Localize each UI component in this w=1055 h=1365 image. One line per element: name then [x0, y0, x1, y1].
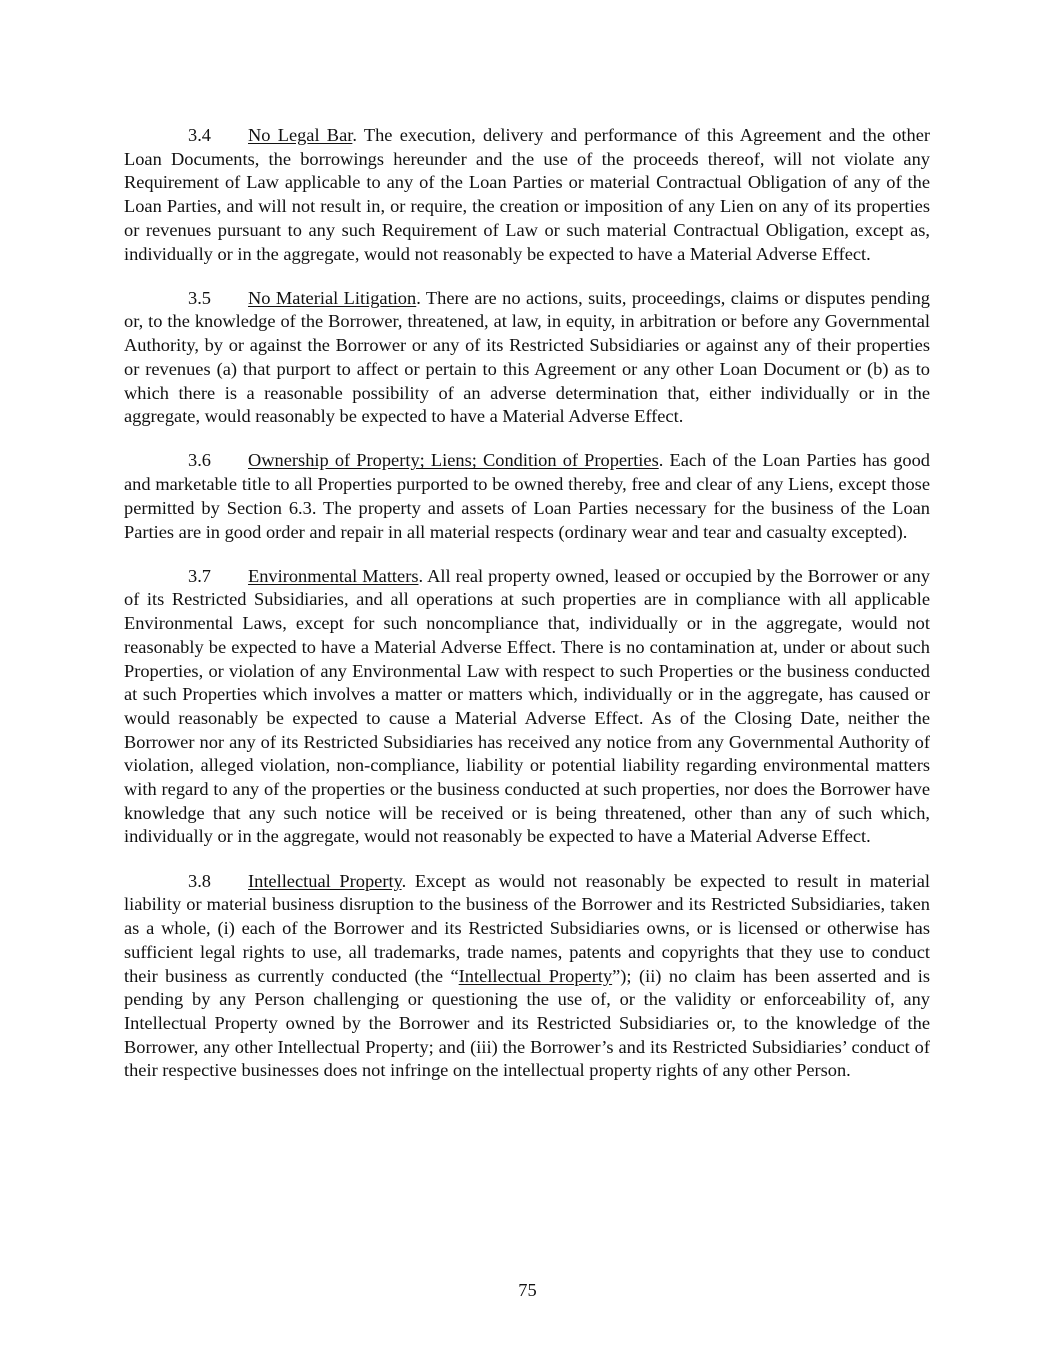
section-heading: Environmental Matters: [248, 565, 419, 586]
section-heading: Ownership of Property; Liens; Condition of Properties: [248, 450, 659, 471]
section-number: 3.8: [188, 870, 211, 891]
section-body: . The execution, delivery and performance of this Agreement and the other Loan Documents, the borrowings hereunder and the use of the proceeds thereof, will not violate any Requirement of Law applicable to any of the Loan Parties or material Contractual Obligation of any of the Loan Parties, and will not result in, or require, the creation or imposition of any Lien on any of its properties or revenues pursuant to any such Requirement of Law or such material Contractual Obligation, except as, individually or in the aggregate, would not reasonably be expected to have a Material Adverse Effect.: [124, 125, 931, 264]
section-body: . Each of the Loan Parties has good and marketable title to all Properties purported to be owned thereby, free and clear of any Liens, except those permitted by Section 6.3. The property and assets of Loan Parties necessary for the business of the Loan Parties are in good order and repair in all material respects (ordinary wear and tear and casualty excepted).: [124, 450, 930, 542]
section-3-6: [124, 449, 930, 544]
section-3-7: [124, 565, 930, 849]
section-heading: Intellectual Property: [248, 870, 402, 891]
section-heading: No Legal Bar: [248, 125, 353, 145]
section-body: . All real property owned, leased or occupied by the Borrower or any of its Restricted Subsidiaries, and all operations at such properties are in compliance with all applicable Environmental Laws, except for such noncompliance that, individually or in the aggregate, would not reasonably be expected to have a Material Adverse Effect. There is no contamination at, under or about such Properties, or violation of any Environmental Law with respect to such Properties or the business conducted at such Properties which involves a matter or matters which, individually or in the aggregate, has caused or would reasonably be expected to cause a Material Adverse Effect. As of the Closing Date, neither the Borrower nor any of its Restricted Subsidiaries has received any notice from any Governmental Authority of violation, alleged violation, non-compliance, liability or potential liability regarding environmental matters with regard to any of the properties or the business conducted at such properties, nor does the Borrower have knowledge that any such notice will be received or is being threatened, other than any of such which, individually or in the aggregate, would not reasonably be expected to have a Material Adverse Effect.: [124, 565, 930, 847]
section-3-8: [124, 870, 930, 1083]
section-heading: No Material Litigation: [248, 287, 417, 308]
page-number: 75: [518, 1280, 537, 1300]
section-number: 3.4: [188, 125, 211, 145]
defined-term: Intellectual Property: [458, 965, 613, 986]
section-3-5: [124, 287, 930, 429]
section-body-before: . Except as would not reasonably be expected to result in material liability or material business disruption to the business of the Borrower and its Restricted Subsidiaries, taken as a whole, (i) each of the Borrower and its Restricted Subsidiaries owns, or is licensed or otherwise has sufficient legal rights to use, all trademarks, trade names, patents and copyrights that they use to conduct their business as currently conducted (the “: [124, 870, 931, 986]
section-3-4: [124, 124, 930, 266]
section-number: 3.7: [188, 565, 211, 586]
document-page: [124, 124, 930, 1104]
section-body: . There are no actions, suits, proceedings, claims or disputes pending or, to the knowledge of the Borrower, threatened, at law, in equity, in arbitration or before any Governmental Authority, by or against the Borrower or any of its Restricted Subsidiaries or against any of their properties or revenues (a) that purport to affect or pertain to this Agreement or any other Loan Document or (b) as to which there is a reasonable possibility of an adverse determination that, either individually or in the aggregate, would reasonably be expected to have a Material Adverse Effect.: [124, 287, 930, 427]
section-number: 3.6: [188, 450, 211, 471]
section-number: 3.5: [188, 287, 211, 308]
section-body-after: ”); (ii) no claim has been asserted and is pending by any Person challenging or questioning the use of, or the validity or enforceability of, any Intellectual Property owned by the Borrower and its Restricted Subsidiaries or, to the knowledge of the Borrower, any other Intellectual Property; and (iii) the Borrower’s and its Restricted Subsidiaries’ conduct of their respective businesses does not infringe on the intellectual property rights of any other Person.: [124, 965, 930, 1081]
